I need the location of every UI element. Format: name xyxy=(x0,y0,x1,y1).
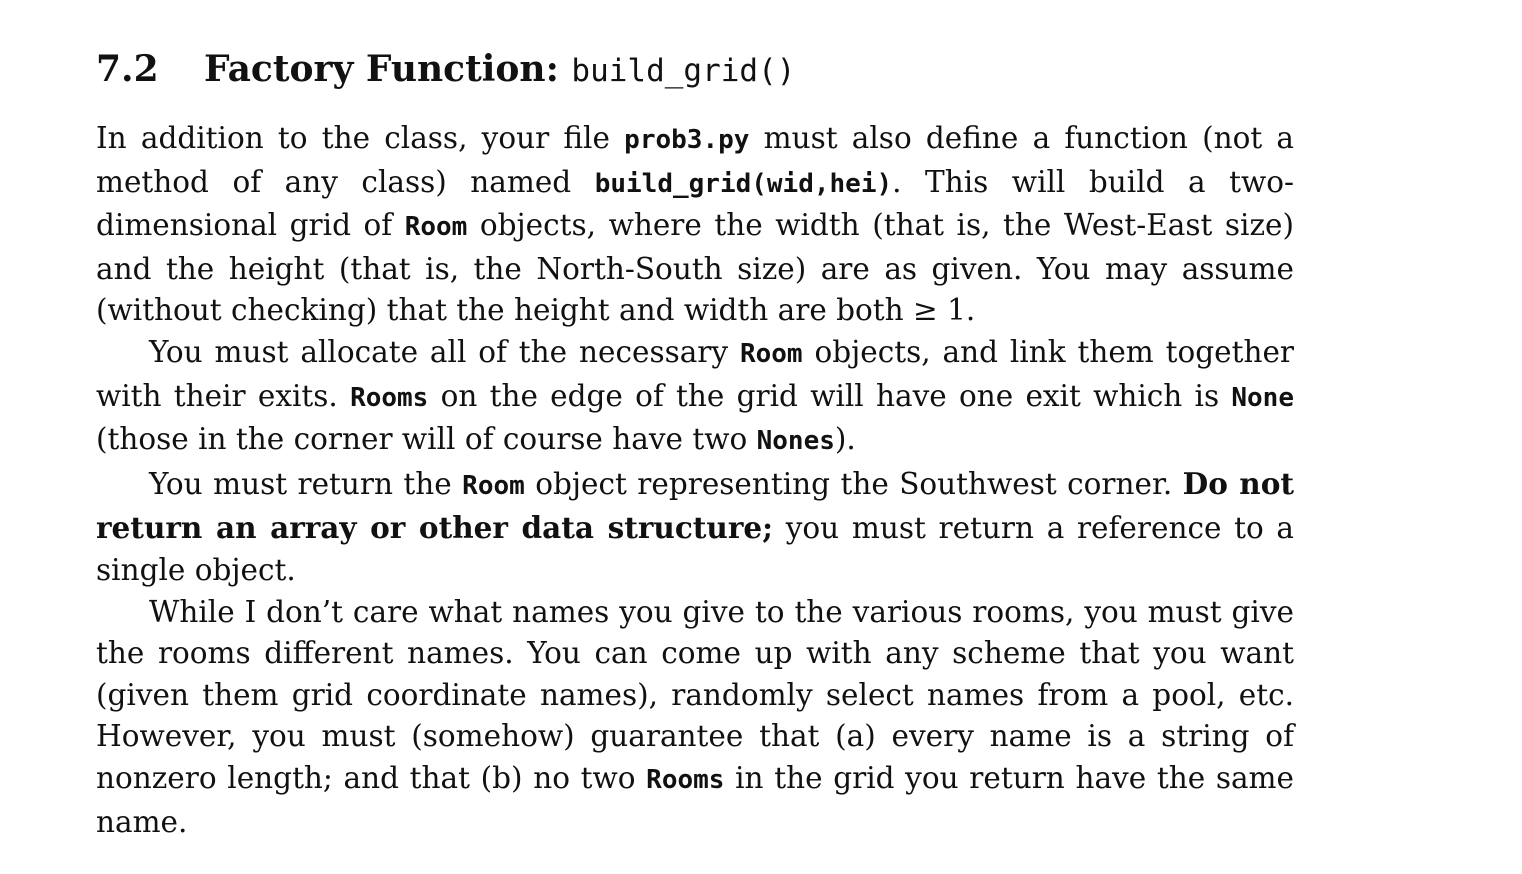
code-class-name: Room xyxy=(462,470,525,501)
text: you must return a reference to a single object. xyxy=(96,511,1294,587)
code-function-signature: build_grid(wid,hei) xyxy=(594,168,893,199)
code-none: Nones xyxy=(756,426,835,457)
text: must also define a function (not a method of any class) named xyxy=(96,121,1295,199)
text: (those in the corner will of course have two xyxy=(96,422,757,457)
text: objects, where the width (that is, the West-East size) and the height (that is, the North-South size) are as given. You may assume (without checking) that the height and width are both ≥ 1. xyxy=(96,208,1294,328)
text: objects, and link them together with their exits. xyxy=(96,334,1295,413)
section-number: 7.2 xyxy=(96,48,159,90)
code-class-name: Rooms xyxy=(646,764,725,795)
text: You must allocate all of the necessary xyxy=(149,334,740,369)
paragraph-1 xyxy=(96,118,1294,332)
code-filename: prob3.py xyxy=(624,125,750,155)
paragraph-3 xyxy=(96,463,1294,592)
text: in the grid you return have the same name. xyxy=(96,760,1294,839)
text: In addition to the class, your file xyxy=(96,121,625,155)
code-class-name: Room xyxy=(404,212,468,243)
paragraph-4 xyxy=(96,592,1294,844)
text: You must return the xyxy=(149,466,463,501)
text: ). xyxy=(834,422,856,457)
text: While I don’t care what names you give to the various rooms, you must give the rooms different names. You can come up with any scheme that you want (given them grid coordinate names), randomly select names from a pool, etc. However, you must (somehow) guarantee that (a) every name is a string of nonzero length; and that (b) no two xyxy=(96,594,1294,795)
document-page xyxy=(96,44,1294,843)
function-name: build_grid() xyxy=(571,53,796,89)
text: object representing the Southwest corner. xyxy=(524,466,1183,501)
text: . This will build a two-dimensional grid of xyxy=(96,164,1294,243)
code-class-name: Room xyxy=(739,338,803,369)
paragraph-2 xyxy=(96,332,1294,463)
code-class-name: Rooms xyxy=(350,382,429,413)
section-heading xyxy=(96,44,1294,96)
section-title: Factory Function: xyxy=(204,48,559,90)
bold-warning: Do not return an array or other data structure; xyxy=(96,465,1294,546)
code-none: None xyxy=(1231,382,1294,413)
text: on the edge of the grid will have one exit which is xyxy=(428,378,1232,413)
